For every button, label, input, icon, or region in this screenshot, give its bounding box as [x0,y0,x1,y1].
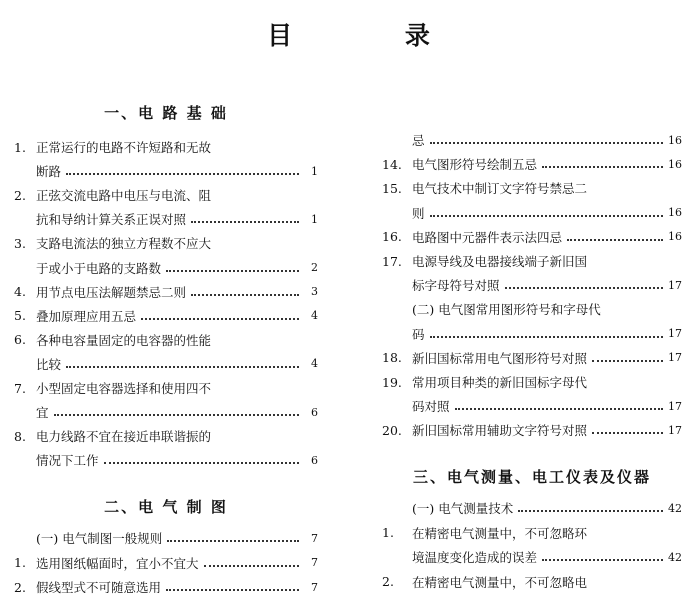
entry-title: 抗和导纳计算关系正误对照 [36,212,187,228]
dot-leader [542,154,663,168]
entry-title: 新旧国标常用辅助文字符号对照 [412,423,588,439]
entry-page-number: 7 [311,556,318,569]
entry-page-number: 16 [668,230,682,244]
entry-number: 2. [14,187,26,203]
entry-number: 15. [382,180,402,196]
entry-page-number: 17 [668,399,682,413]
entry-page-number: 4 [311,309,318,323]
entry-number: 1. [382,525,394,540]
toc-entry [14,425,318,447]
dot-leader [216,379,299,391]
entry-page-number: 7 [311,580,318,594]
entry-page-number: 6 [311,453,318,467]
toc-entry [382,153,682,175]
entry-title: 支路电流法的独立方程数不应大 [36,236,212,252]
dot-leader [455,396,663,410]
dot-leader [542,547,663,561]
entry-title: 小型固定电容器选择和使用四不 [36,381,212,396]
entry-title: 境温度变化造成的误差 [412,550,538,565]
entry-title: 于或小于电路的支路数 [36,260,162,276]
dot-leader [141,306,299,320]
entry-page-number: 3 [311,285,318,299]
dot-leader [606,300,663,312]
dot-leader [166,577,299,591]
entry-title: 正弦交流电路中电压与电流、阻 [36,188,212,204]
dot-leader [592,348,663,362]
entry-title: 断路 [36,164,62,180]
toc-entry [382,347,682,369]
entry-number: 18. [382,350,402,366]
dot-leader [518,498,663,512]
entry-page-number: 2 [311,261,318,274]
toc-entry [382,419,682,441]
entry-number: 1. [14,555,26,570]
entry-title: (二) 电气图常用图形符号和字母代 [412,302,601,318]
entry-title: 码 [412,326,425,342]
entry-title: 标字母符号对照 [412,278,500,294]
entry-title: 忌 [412,133,425,148]
entry-number: 1. [14,139,26,155]
entry-page-number: 7 [311,531,318,545]
entry-title: 叠加原理应用五忌 [36,308,137,324]
entry-page-number: 4 [311,357,318,371]
dot-leader [216,427,299,439]
dot-leader [216,138,299,150]
toc-entry [14,353,318,375]
entry-title: 假线型式不可随意选用 [36,580,162,595]
entry-title: 宜 [36,405,49,421]
entry-title: 选用图纸幅面时，宜小不宜大 [36,555,199,571]
toc-entry [14,257,318,279]
entry-number: 19. [382,374,402,390]
toc-entry [382,226,682,248]
entry-title: 用节点电压法解题禁忌二则 [36,284,187,300]
entry-title: 电气图形符号绘制五忌 [412,157,538,173]
entry-page-number: 42 [668,501,682,515]
entry-title: 电源导线及电器接线端子新旧国 [412,254,588,269]
toc-entry [382,177,682,199]
entry-number: 3. [14,235,26,251]
dot-leader [66,161,299,175]
dot-leader [592,524,663,536]
toc-entry [382,571,682,593]
toc-entry [14,208,318,230]
toc-entry [382,497,682,519]
dot-leader [167,528,299,542]
dot-leader [592,179,663,191]
toc-entry [14,184,318,206]
toc-entry [382,274,682,296]
entry-title: 正常运行的电路不许短路和无故 [36,140,212,155]
entry-page-number: 17 [668,278,682,292]
entry-number: 4. [14,284,26,300]
entry-title: 电路图中元器件表示法四忌 [412,229,563,245]
entry-title: 在精密电气测量中，不可忽略环 [412,525,588,541]
dot-leader [216,331,299,343]
dot-leader [592,252,663,264]
entry-number: 2. [14,579,26,595]
entry-page-number: 16 [668,157,682,171]
toc-entry [14,329,318,351]
toc-entry [382,129,682,151]
entry-number: 20. [382,422,402,438]
page-title: 目 录 [267,21,482,50]
dot-leader [592,373,663,385]
dot-leader [430,130,663,144]
toc-entry [14,305,318,327]
entry-title: 码对照 [412,399,450,415]
entry-page-number: 16 [668,206,682,220]
toc-entry [14,377,318,399]
toc-entry [382,522,682,544]
dot-leader [592,420,663,434]
toc-entry [14,401,318,423]
entry-number: 2. [382,574,394,589]
toc-entry [382,323,682,345]
toc-entry [382,546,682,568]
dot-leader [216,234,299,246]
entry-number: 14. [382,156,402,172]
dot-leader [191,209,299,223]
toc-entry [382,395,682,417]
toc-entry [14,136,318,158]
toc-entry [382,371,682,393]
entry-title: 电力线路不宜在接近串联谐振的 [36,429,212,445]
dot-leader [505,275,663,289]
dot-leader [104,450,299,464]
toc-entry [14,527,318,549]
toc-entry [14,449,318,471]
entry-page-number: 1 [311,164,318,178]
entry-page-number: 6 [311,405,318,419]
entry-page-number: 17 [668,351,682,365]
entry-title: (一) 电气制图一般规则 [36,531,163,546]
toc-entry [14,552,318,574]
entry-title: 常用项目种类的新旧国标字母代 [412,375,588,390]
entry-title: 各种电容量固定的电容器的性能 [36,332,212,348]
section-heading: 一、电 路 基 础 [104,104,228,122]
dot-leader [191,282,299,296]
entry-title: (一) 电气测量技术 [412,501,514,516]
entry-number: 17. [382,253,402,269]
dot-leader [66,354,299,368]
entry-title: 比较 [36,356,62,372]
dot-leader [216,186,299,198]
dot-leader [54,402,299,416]
entry-page-number: 17 [668,327,682,341]
toc-entry [382,202,682,224]
entry-title: 在精密电气测量中，不可忽略电 [412,574,588,590]
dot-leader [592,573,663,585]
entry-number: 5. [14,308,26,324]
entry-title: 则 [412,205,425,221]
entry-number: 7. [14,380,26,396]
entry-title: 新旧国标常用电气图形符号对照 [412,350,588,366]
entry-title: 电气技术中制订文字符号禁忌二 [412,181,588,197]
toc-entry [14,160,318,182]
entry-page-number: 16 [668,133,682,147]
dot-leader [166,258,299,272]
entry-title: 情况下工作 [36,453,99,469]
section-heading: 二、电 气 制 图 [104,498,228,516]
entry-page-number: 17 [668,423,682,437]
dot-leader [430,203,663,217]
entry-number: 8. [14,428,26,444]
entry-number: 6. [14,332,26,348]
toc-entry [14,576,318,598]
toc-entry [382,250,682,272]
entry-number: 16. [382,229,402,245]
entry-page-number: 42 [668,550,682,564]
dot-leader [204,553,299,567]
toc-entry [14,281,318,303]
toc-entry [14,232,318,254]
section-heading: 三、电气测量、电工仪表及仪器 [412,468,651,486]
toc-entry [382,298,682,320]
dot-leader [430,324,663,338]
entry-page-number: 1 [311,212,318,226]
dot-leader [567,227,663,241]
